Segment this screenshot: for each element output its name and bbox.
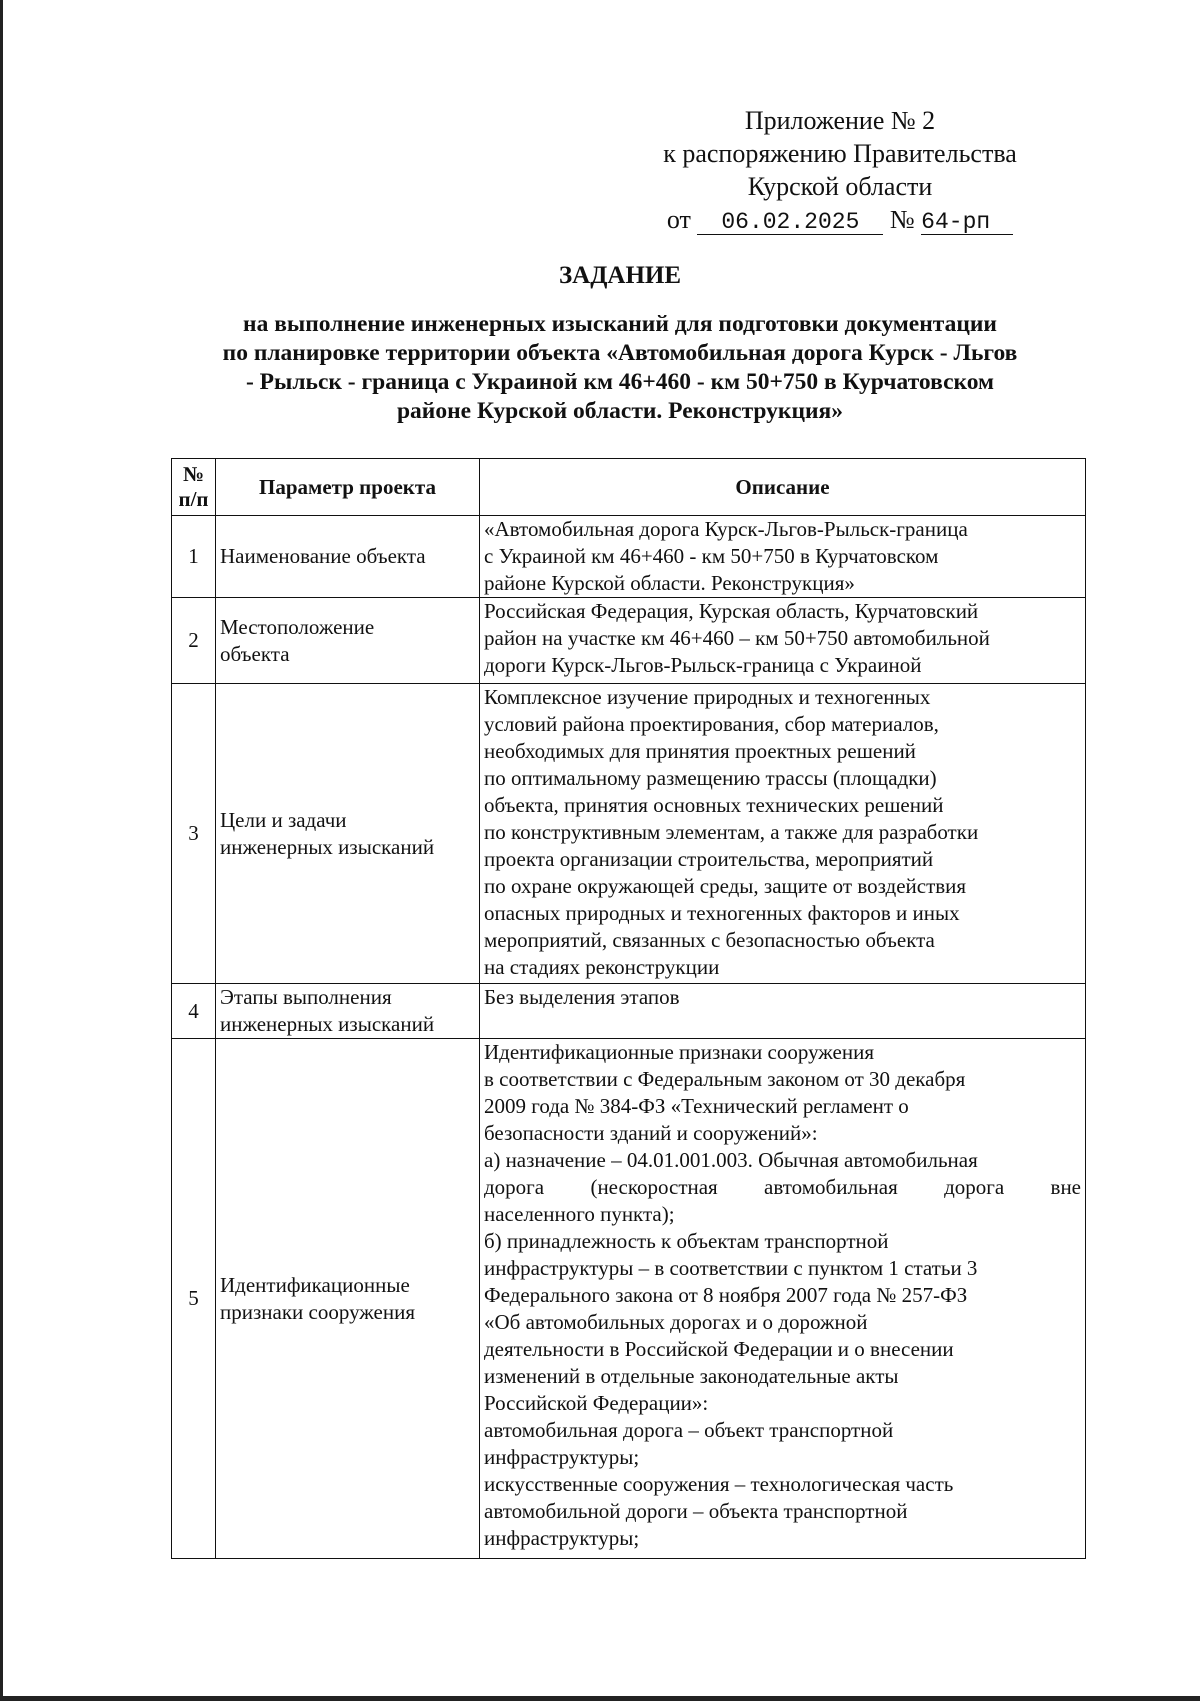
- description-line: безопасности зданий и сооружений»:: [484, 1121, 818, 1145]
- description-line: населенного пункта);: [484, 1202, 675, 1226]
- appendix-date-line: [560, 203, 1120, 236]
- subtitle-line: по планировке территории объекта «Автомобильная дорога Курск - Льгов: [222, 340, 1018, 366]
- description-line: автомобильная дорога – объект транспортной: [484, 1418, 894, 1442]
- row-description: [480, 1039, 1086, 1559]
- description-line: Комплексное изучение природных и техногенных: [484, 685, 931, 709]
- description-line: искусственные сооружения – технологическая часть: [484, 1472, 954, 1496]
- scan-bottom-edge: [0, 1696, 1200, 1701]
- description-line: опасных природных и техногенных факторов и иных: [484, 901, 960, 925]
- header-number-line-1: №: [182, 462, 205, 486]
- parameter-line: инженерных изысканий: [220, 834, 435, 859]
- parameter-line: Цели и задачи: [220, 807, 347, 832]
- description-line: объекта, принятия основных технических решений: [484, 793, 944, 817]
- description-line: инфраструктуры;: [484, 1445, 640, 1469]
- description-line: инфраструктуры;: [484, 1526, 640, 1550]
- row-number: 3: [172, 684, 216, 984]
- row-number: 1: [172, 516, 216, 598]
- scan-left-edge: [0, 0, 3, 1701]
- date-prefix: от: [666, 205, 691, 234]
- description-line: деятельности в Российской Федерации и о внесении: [484, 1337, 954, 1361]
- appendix-header: [560, 104, 1120, 236]
- appendix-line-2: к распоряжению Правительства: [663, 139, 1017, 168]
- parameter-line: объекта: [220, 641, 290, 666]
- row-parameter: [216, 984, 480, 1039]
- appendix-line-3: Курской области: [747, 172, 933, 201]
- row-number: 2: [172, 598, 216, 684]
- parameter-line: Местоположение: [220, 614, 375, 639]
- table-row: [172, 984, 1086, 1039]
- description-line: автомобильной дороги – объекта транспортной: [484, 1499, 908, 1523]
- document-date: 06.02.2025: [697, 210, 883, 235]
- description-line: Идентификационные признаки сооружения: [484, 1040, 874, 1064]
- description-line: Российская Федерация, Курская область, Курчатовский: [484, 599, 979, 623]
- row-description: [480, 516, 1086, 598]
- parameter-line: инженерных изысканий: [220, 1012, 435, 1036]
- description-line: а) назначение – 04.01.001.003. Обычная автомобильная: [484, 1148, 978, 1172]
- description-line: Российской Федерации»:: [484, 1391, 709, 1415]
- subtitle-line: - Рыльск - граница с Украиной км 46+460 - км 50+750 в Курчатовском: [245, 369, 995, 395]
- document-subtitle: [160, 310, 1080, 426]
- description-line: с Украиной км 46+460 - км 50+750 в Курчатовском: [484, 544, 939, 568]
- table-row: [172, 598, 1086, 684]
- number-prefix: №: [889, 205, 915, 234]
- header-number: [172, 459, 216, 516]
- row-description: [480, 684, 1086, 984]
- subtitle-line: на выполнение инженерных изысканий для подготовки документации: [243, 311, 997, 337]
- row-parameter: [216, 516, 480, 598]
- row-parameter: [216, 684, 480, 984]
- table-row: [172, 684, 1086, 984]
- description-line: «Автомобильная дорога Курск-Льгов-Рыльск-граница: [484, 517, 968, 541]
- subtitle-line: районе Курской области. Реконструкция»: [396, 398, 844, 424]
- description-line: по охране окружающей среды, защите от воздействия: [484, 874, 967, 898]
- document-number: 64-рп: [921, 210, 1013, 235]
- description-line: «Об автомобильных дорогах и о дорожной: [484, 1310, 868, 1334]
- description-line: в соответствии с Федеральным законом от 30 декабря: [484, 1067, 966, 1091]
- document-title: ЗАДАНИЕ: [558, 262, 682, 289]
- row-description: [480, 598, 1086, 684]
- description-line: мероприятий, связанных с безопасностью объекта: [484, 928, 935, 952]
- row-number: 4: [172, 984, 216, 1039]
- parameter-line: Идентификационные: [220, 1272, 410, 1297]
- description-line: по конструктивным элементам, а также для разработки: [484, 820, 979, 844]
- parameter-line: Этапы выполнения: [220, 985, 392, 1009]
- description-line: Без выделения этапов: [484, 985, 680, 1009]
- table-row: [172, 1039, 1086, 1559]
- header-number-line-2: п/п: [178, 487, 209, 511]
- description-line: изменений в отдельные законодательные акты: [484, 1364, 899, 1388]
- table-header-row: [172, 459, 1086, 516]
- row-description: [480, 984, 1086, 1039]
- description-line: инфраструктуры – в соответствии с пунктом 1 статьи 3: [484, 1256, 978, 1280]
- parameter-line: признаки сооружения: [220, 1299, 415, 1324]
- header-description: Описание: [480, 459, 1086, 516]
- description-line: условий района проектирования, сбор материалов,: [484, 712, 939, 736]
- table-row: [172, 516, 1086, 598]
- row-parameter: [216, 598, 480, 684]
- row-number: 5: [172, 1039, 216, 1559]
- description-line: необходимых для принятия проектных решений: [484, 739, 916, 763]
- description-line: проекта организации строительства, мероприятий: [484, 847, 934, 871]
- description-line: дороги Курск-Льгов-Рыльск-граница с Украиной: [484, 653, 922, 677]
- description-line: район на участке км 46+460 – км 50+750 автомобильной: [484, 626, 990, 650]
- appendix-line-1: Приложение № 2: [744, 106, 936, 135]
- header-parameter: Параметр проекта: [216, 459, 480, 516]
- description-line: районе Курской области. Реконструкция»: [484, 571, 855, 595]
- row-parameter: [216, 1039, 480, 1559]
- description-line: Федерального закона от 8 ноября 2007 года № 257-ФЗ: [484, 1283, 968, 1307]
- parameter-line: Наименование объекта: [220, 544, 426, 568]
- description-line: по оптимальному размещению трассы (площадки): [484, 766, 937, 790]
- description-line: дорога (нескоростная автомобильная дорога вне: [484, 1175, 1081, 1199]
- description-line: б) принадлежность к объектам транспортной: [484, 1229, 889, 1253]
- description-line: на стадиях реконструкции: [484, 955, 720, 979]
- parameters-table: [171, 458, 1086, 1559]
- description-line: 2009 года № 384-ФЗ «Технический регламент о: [484, 1094, 909, 1118]
